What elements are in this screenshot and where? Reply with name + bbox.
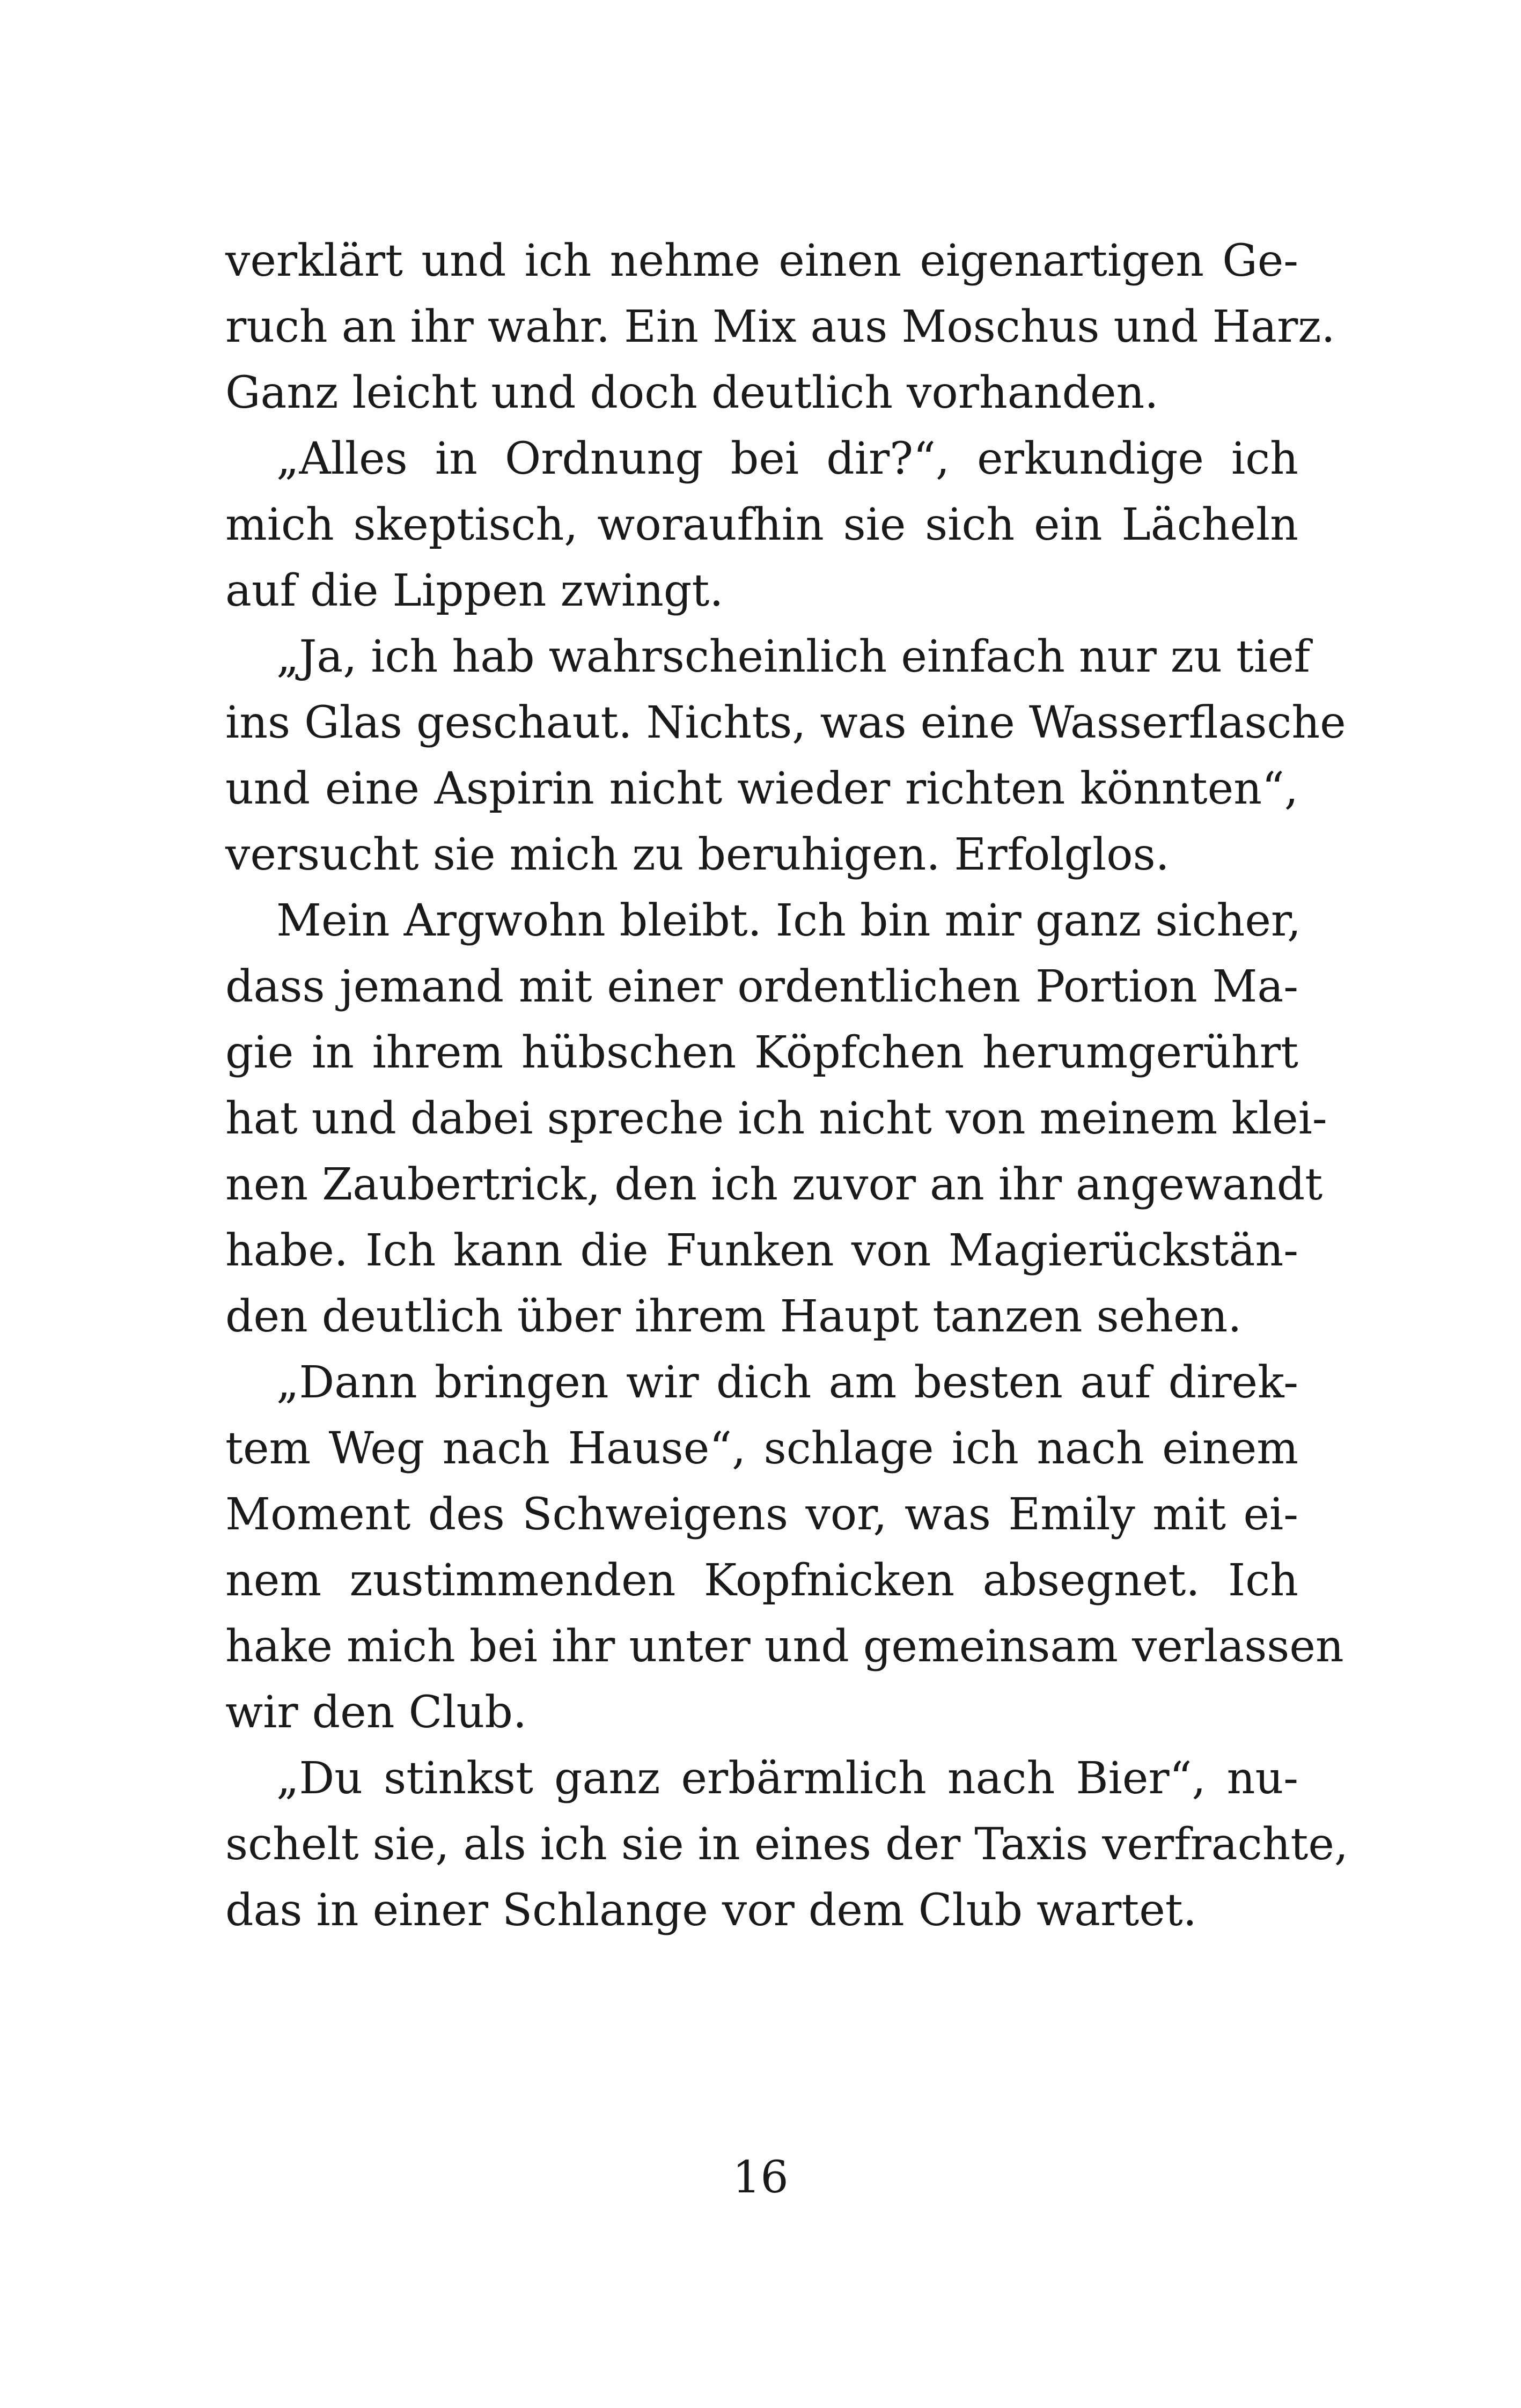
text-line: ruch an ihr wahr. Ein Mix aus Moschus und Harz.	[225, 301, 1335, 352]
text-line: nen Zaubertrick, den ich zuvor an ihr angewandt	[225, 1159, 1323, 1210]
text-line: versucht sie mich zu beruhigen. Erfolglos.	[225, 829, 1170, 880]
text-line: habe. Ich kann die Funken von Magierückstän-	[225, 1225, 1298, 1276]
text-line: hake mich bei ihr unter und gemeinsam verlassen	[225, 1621, 1344, 1672]
paragraph-5	[225, 1350, 1344, 1746]
text-line: „Du stinkst ganz erbärmlich nach Bier“, nu-	[276, 1753, 1298, 1804]
text-line: tem Weg nach Hause“, schlage ich nach einem	[225, 1423, 1298, 1474]
text-line: „Ja, ich hab wahrscheinlich einfach nur zu tief	[276, 631, 1310, 682]
paragraph-1	[225, 228, 1335, 426]
text-line: Moment des Schweigens vor, was Emily mit ei-	[225, 1489, 1298, 1540]
paragraph-2	[225, 426, 1298, 624]
text-line: den deutlich über ihrem Haupt tanzen sehen.	[225, 1291, 1242, 1342]
paragraph-3	[225, 624, 1346, 888]
paragraph-6	[225, 1746, 1348, 1943]
text-line: hat und dabei spreche ich nicht von meinem klei-	[225, 1093, 1327, 1144]
text-line: ins Glas geschaut. Nichts, was eine Wasserflasche	[225, 697, 1346, 748]
paragraph-4	[225, 888, 1327, 1350]
text-line: und eine Aspirin nicht wieder richten könnten“,	[225, 763, 1298, 814]
text-line: das in einer Schlange vor dem Club wartet.	[225, 1885, 1197, 1936]
text-line: „Dann bringen wir dich am besten auf direk-	[276, 1357, 1298, 1408]
text-line: Mein Argwohn bleibt. Ich bin mir ganz sicher,	[276, 895, 1302, 946]
text-line: schelt sie, als ich sie in eines der Taxis verfrachte,	[225, 1819, 1348, 1870]
text-line: mich skeptisch, woraufhin sie sich ein Lächeln	[225, 499, 1298, 550]
page-number: 16	[732, 2152, 789, 2203]
body-text	[225, 228, 1348, 1943]
text-line: auf die Lippen zwingt.	[225, 565, 724, 616]
text-line: dass jemand mit einer ordentlichen Portion Ma-	[225, 961, 1298, 1012]
text-line: gie in ihrem hübschen Köpfchen herumgerührt	[225, 1027, 1298, 1078]
text-line: „Alles in Ordnung bei dir?“, erkundige ich	[276, 433, 1298, 484]
text-line: nem zustimmenden Kopfnicken absegnet. Ich	[225, 1555, 1298, 1606]
text-line: wir den Club.	[225, 1687, 527, 1738]
text-line: Ganz leicht und doch deutlich vorhanden.	[225, 367, 1159, 418]
text-line: verklärt und ich nehme einen eigenartigen Ge-	[225, 235, 1298, 286]
